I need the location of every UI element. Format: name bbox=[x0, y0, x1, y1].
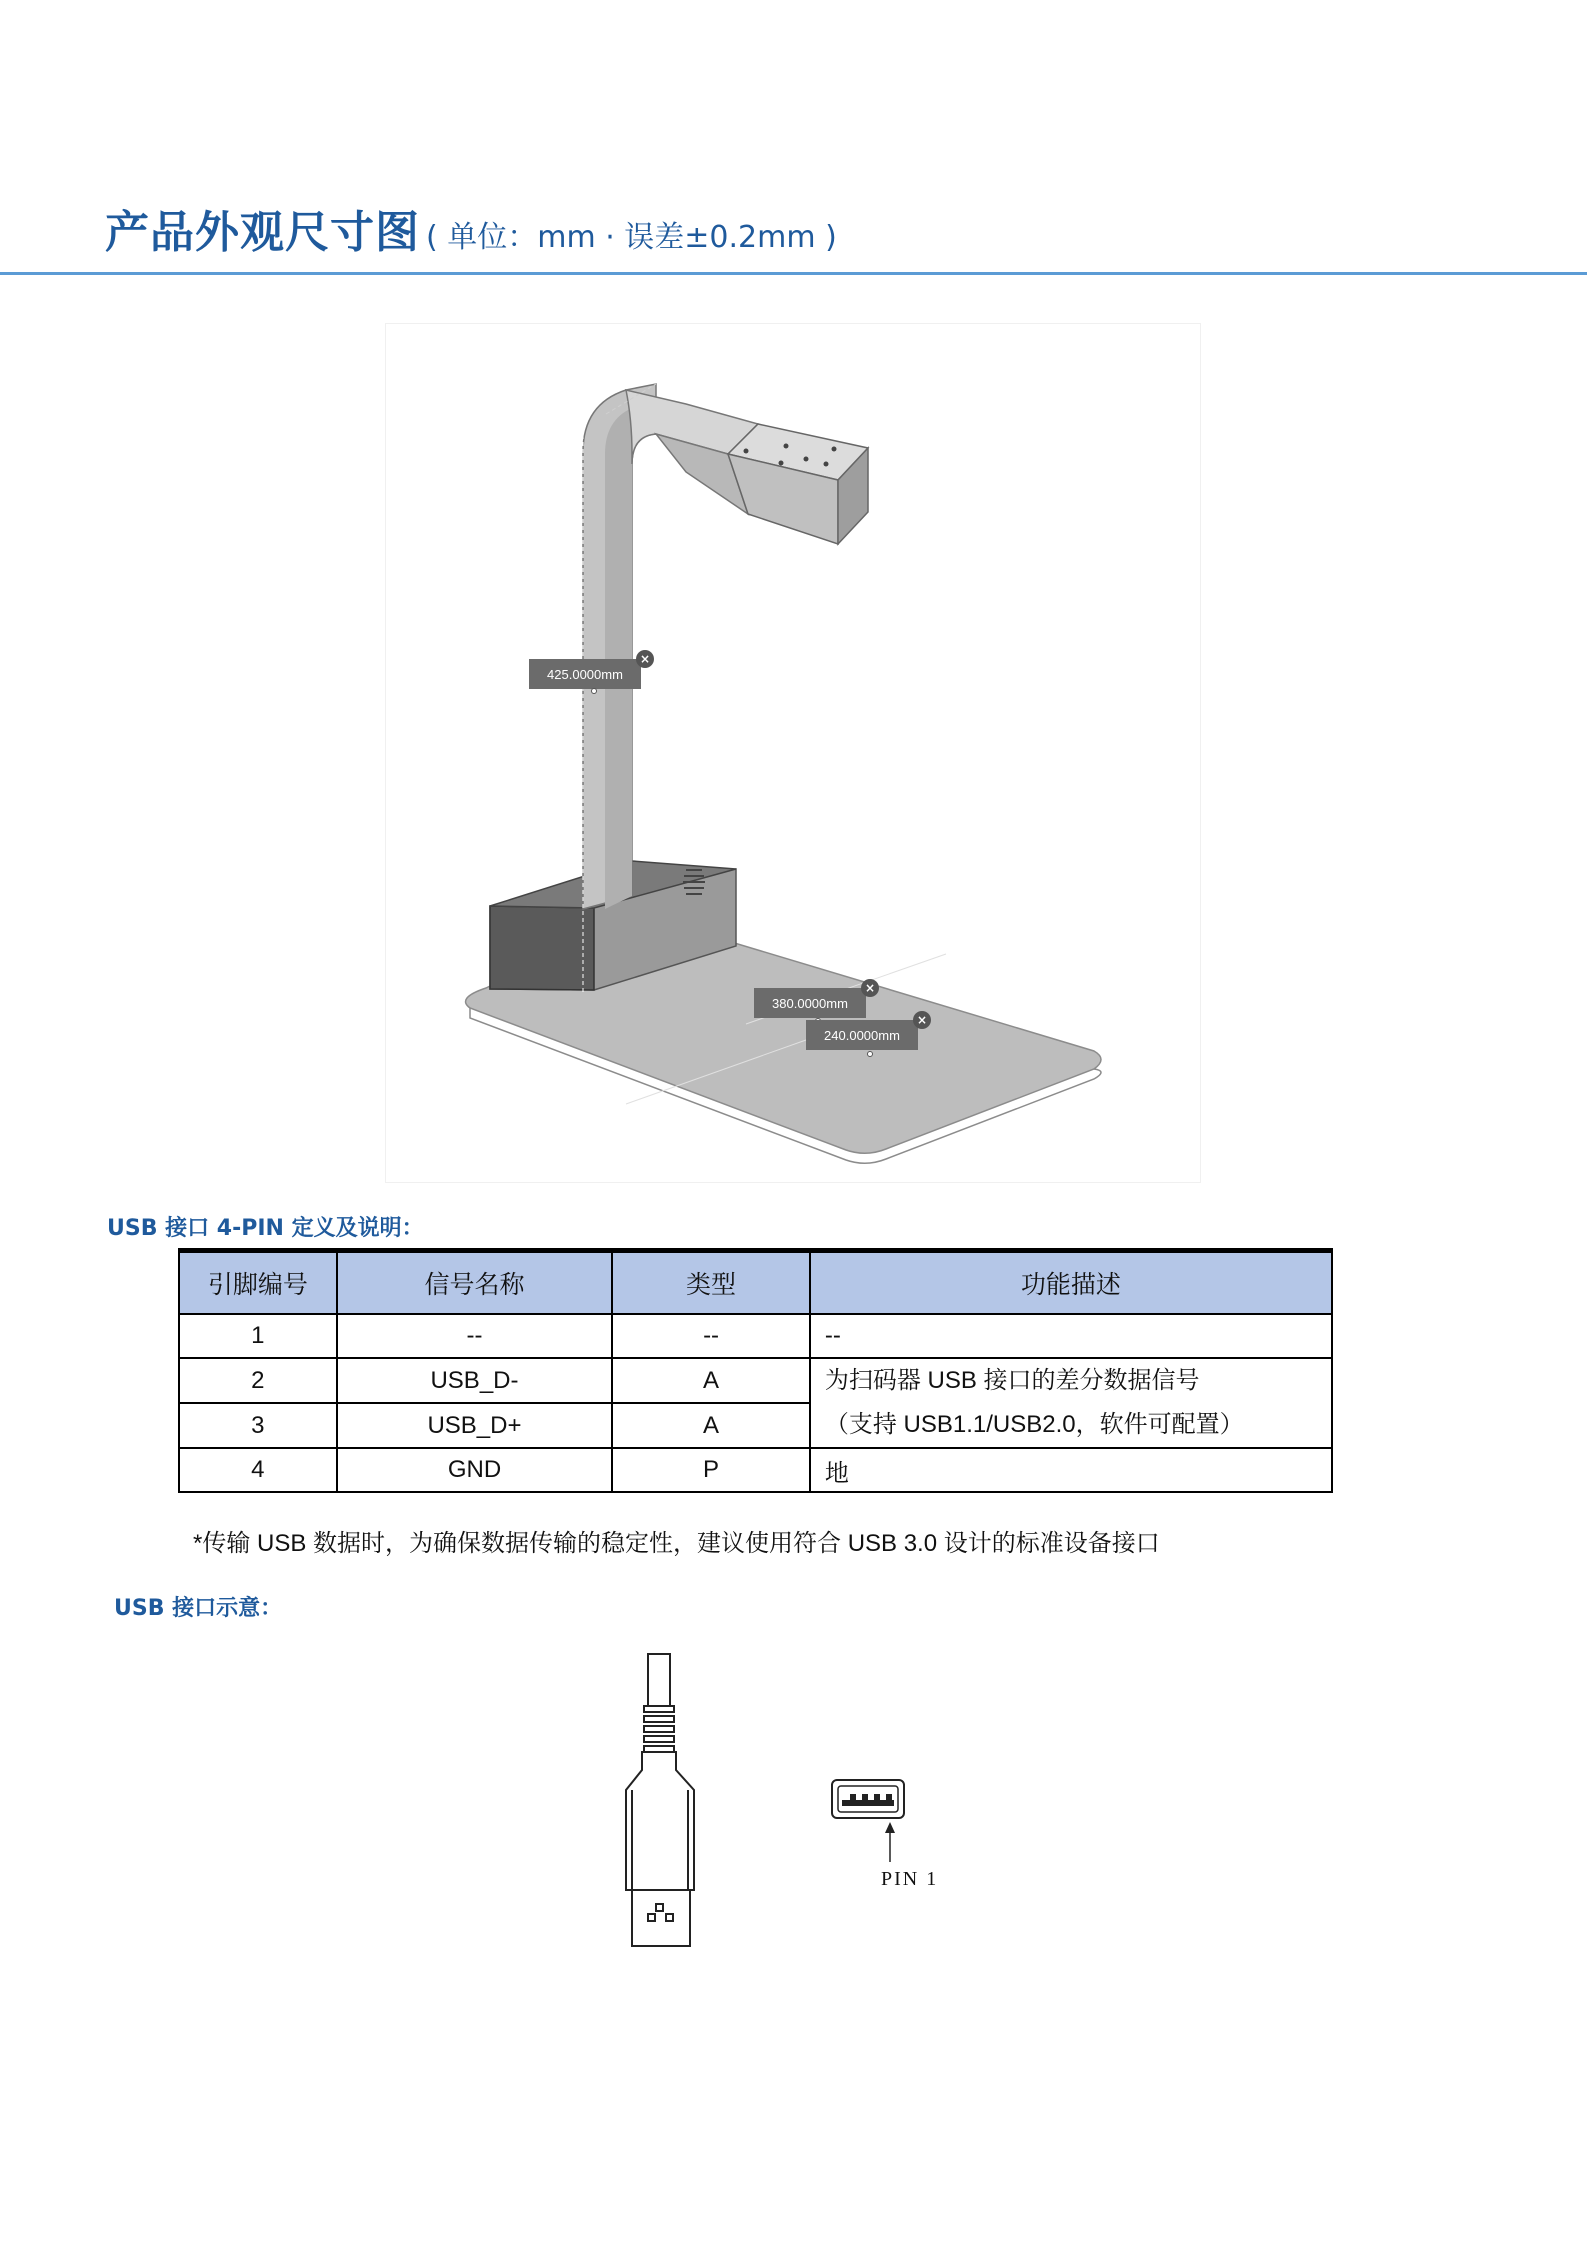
column-header-pin: 引脚编号 bbox=[179, 1251, 337, 1315]
svg-text:×: × bbox=[864, 981, 876, 995]
column-header-type: 类型 bbox=[612, 1251, 810, 1315]
pin-number-cell: 2 bbox=[179, 1358, 337, 1403]
usb-diagram-svg bbox=[600, 1640, 960, 1960]
signal-name-cell: GND bbox=[337, 1448, 613, 1492]
product-render bbox=[386, 324, 1200, 1182]
function-desc-line: 为扫码器 USB 接口的差分数据信号 bbox=[824, 1367, 1200, 1394]
function-cell: -- bbox=[810, 1314, 1332, 1358]
usb-note: *传输 USB 数据时，为确保数据传输的稳定性，建议使用符合 USB 3.0 设计的标准设备接口 bbox=[193, 1530, 1160, 1557]
svg-text:×: × bbox=[916, 1013, 928, 1027]
type-cell: P bbox=[612, 1448, 810, 1492]
column-header-function: 功能描述 bbox=[810, 1251, 1332, 1315]
pin-number-cell: 3 bbox=[179, 1403, 337, 1448]
function-cell-merged bbox=[810, 1358, 1332, 1448]
usb-connector-diagram bbox=[600, 1640, 960, 1964]
pin1-label: PIN 1 bbox=[881, 1868, 939, 1890]
table-row bbox=[179, 1358, 1332, 1403]
table-header-row bbox=[179, 1251, 1332, 1315]
usb-port-icon bbox=[832, 1780, 904, 1818]
signal-name-cell: USB_D+ bbox=[337, 1403, 613, 1448]
pin-definition-table bbox=[178, 1248, 1333, 1493]
type-cell: -- bbox=[612, 1314, 810, 1358]
header-divider bbox=[0, 272, 1587, 275]
svg-text:×: × bbox=[639, 652, 651, 666]
type-cell: A bbox=[612, 1403, 810, 1448]
table-row bbox=[179, 1314, 1332, 1358]
page-title-main: 产品外观尺寸图 bbox=[105, 207, 420, 258]
pin1-arrow-icon bbox=[885, 1822, 895, 1862]
column-header-signal: 信号名称 bbox=[337, 1251, 613, 1315]
usb-plug-icon bbox=[626, 1654, 694, 1946]
pin-definition-heading: USB 接口 4-PIN 定义及说明： bbox=[107, 1216, 424, 1241]
svg-text:425.0000mm: 425.0000mm bbox=[547, 667, 623, 682]
svg-text:240.0000mm: 240.0000mm bbox=[824, 1028, 900, 1043]
function-desc-line: （支持 USB1.1/USB2.0，软件可配置） bbox=[824, 1411, 1244, 1438]
pin-number-cell: 4 bbox=[179, 1448, 337, 1492]
type-cell: A bbox=[612, 1358, 810, 1403]
signal-name-cell: USB_D- bbox=[337, 1358, 613, 1403]
product-dimension-drawing bbox=[385, 323, 1201, 1183]
pin-number-cell: 1 bbox=[179, 1314, 337, 1358]
page-title-unit: ( 单位：mm · 误差±0.2mm ) bbox=[426, 220, 837, 255]
table-row bbox=[179, 1448, 1332, 1492]
svg-text:380.0000mm: 380.0000mm bbox=[772, 996, 848, 1011]
function-cell: 地 bbox=[810, 1448, 1332, 1492]
usb-diagram-heading: USB 接口示意： bbox=[114, 1596, 283, 1621]
page-title bbox=[105, 196, 837, 260]
signal-name-cell: -- bbox=[337, 1314, 613, 1358]
